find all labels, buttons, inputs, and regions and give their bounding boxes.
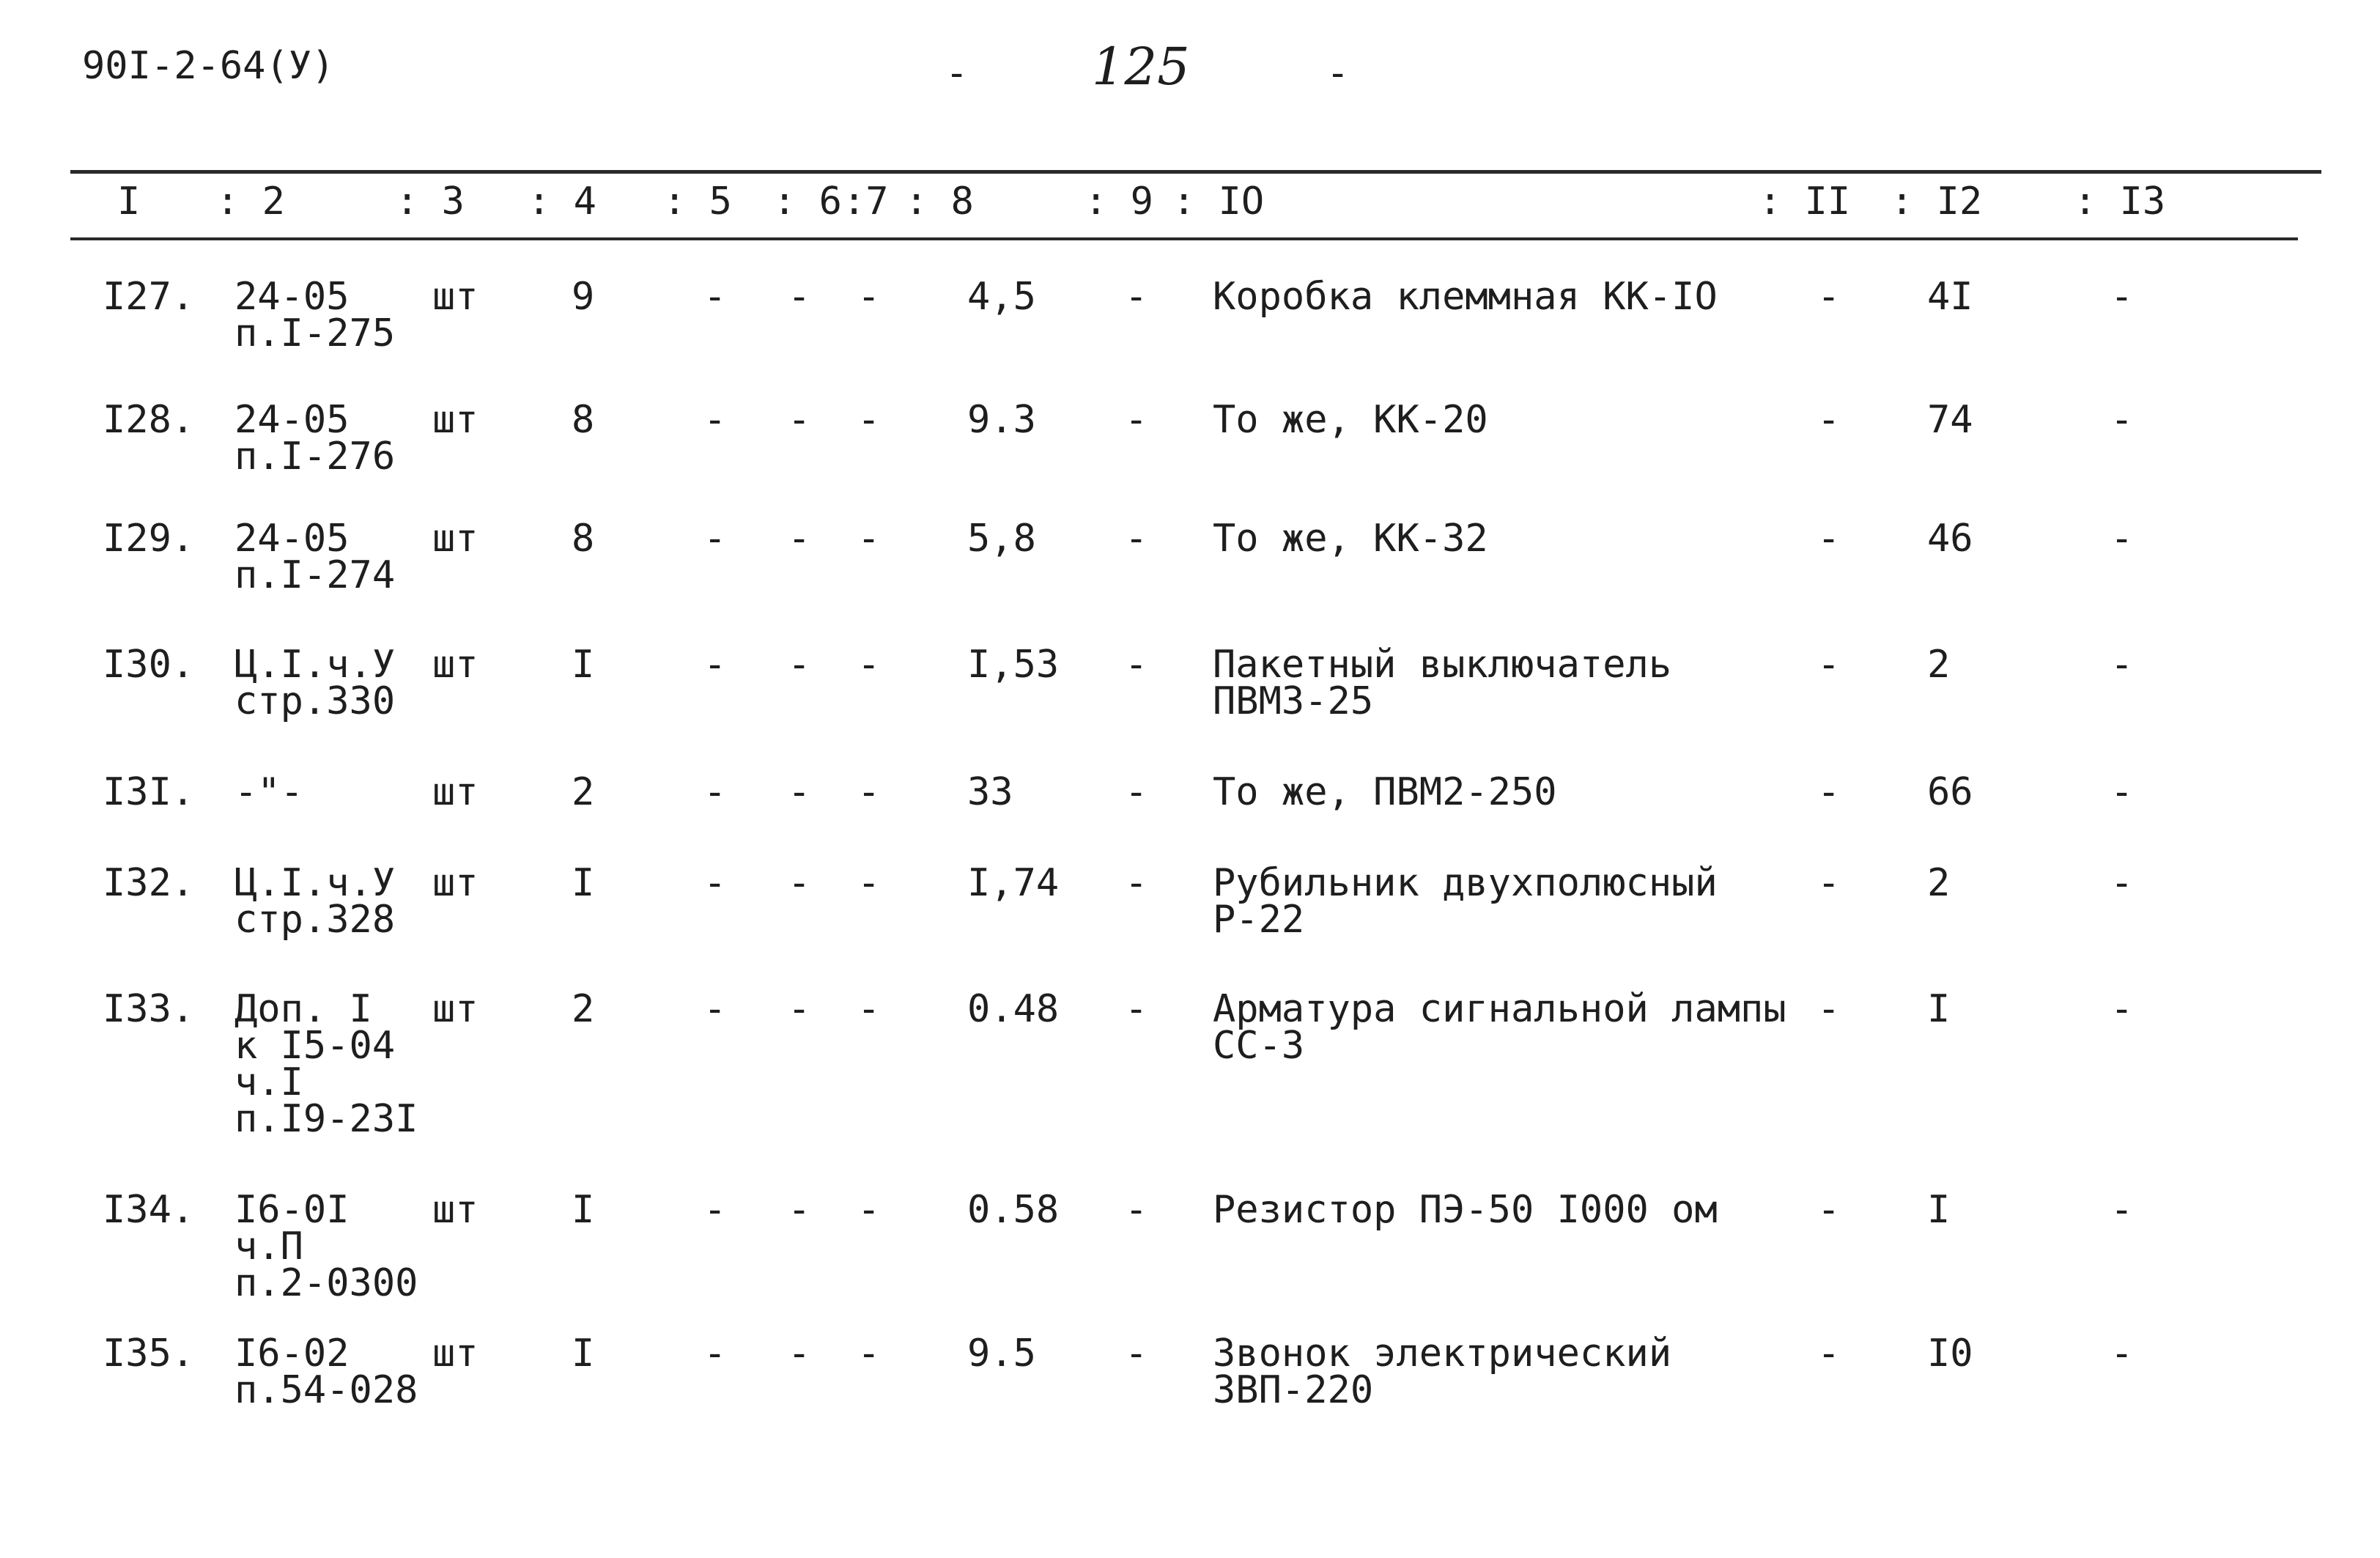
col-9: - [1125, 275, 1148, 319]
col-13: - [2110, 517, 2134, 561]
unit: шт [432, 861, 478, 905]
column-header-9: : 9 [1084, 180, 1153, 224]
col-6: - [788, 517, 811, 561]
col-9: - [1125, 987, 1148, 1031]
col-6: - [788, 398, 811, 442]
reference: I6-02 п.54-028 [234, 1332, 418, 1412]
quantity: I [572, 643, 595, 687]
col-6: - [788, 643, 811, 687]
quantity: 2 [572, 770, 595, 814]
unit: шт [432, 1332, 478, 1376]
unit: шт [432, 398, 478, 442]
col-13: - [2110, 643, 2134, 687]
reference: I6-0I ч.П п.2-0300 [234, 1188, 418, 1305]
col-7: - [857, 398, 881, 442]
column-header-10: : IO [1172, 180, 1265, 224]
col-12: I0 [1927, 1332, 1973, 1376]
col-11: - [1817, 643, 1841, 687]
reference: Ц.I.ч.У стр.330 [234, 643, 396, 723]
col-5: - [703, 1188, 727, 1232]
col-5: - [703, 398, 727, 442]
row-number: I35. [103, 1332, 195, 1376]
col-13: - [2110, 1332, 2134, 1376]
item-name: То же, КК-32 [1213, 517, 1488, 561]
item-name: То же, ПВМ2-250 [1213, 770, 1557, 814]
page-dash-right: - [1326, 51, 1350, 95]
col-6: - [788, 770, 811, 814]
column-header-12: : I2 [1891, 180, 1983, 224]
column-header-11: : II [1759, 180, 1851, 224]
col-11: - [1817, 861, 1841, 905]
column-header-4: : 4 [528, 180, 596, 224]
unit: шт [432, 275, 478, 319]
page-number: 125 [1092, 37, 1190, 97]
col-5: - [703, 861, 727, 905]
column-header-8: : 8 [905, 180, 974, 224]
quantity: 2 [572, 987, 595, 1031]
unit: шт [432, 643, 478, 687]
col-12: I [1927, 1188, 1951, 1232]
item-name: Звонок электрический ЗВП-220 [1213, 1332, 1672, 1412]
col-9: - [1125, 517, 1148, 561]
row-number: I3I. [103, 770, 195, 814]
item-name: Пакетный выключатель ПВМ3-25 [1213, 643, 1672, 723]
col-13: - [2110, 770, 2134, 814]
page-number-block [945, 29, 1356, 117]
item-name: Арматура сигнальной лампы СС-3 [1213, 987, 1786, 1068]
column-header-3: : 3 [396, 180, 465, 224]
col-11: - [1817, 1188, 1841, 1232]
col-11: - [1817, 987, 1841, 1031]
unit: шт [432, 517, 478, 561]
col-8: 4,5 [967, 275, 1036, 319]
reference: 24-05 п.I-275 [234, 275, 396, 355]
item-name: Рубильник двухполюсный Р-22 [1213, 861, 1718, 942]
reference: Ц.I.ч.У стр.328 [234, 861, 396, 942]
col-5: - [703, 517, 727, 561]
col-12: 2 [1927, 643, 1951, 687]
col-13: - [2110, 275, 2134, 319]
unit: шт [432, 770, 478, 814]
col-6: - [788, 1188, 811, 1232]
row-number: I32. [103, 861, 195, 905]
column-header-5: : 5 [663, 180, 732, 224]
col-8: 9.3 [967, 398, 1036, 442]
col-5: - [703, 987, 727, 1031]
col-5: - [703, 275, 727, 319]
col-5: - [703, 1332, 727, 1376]
col-13: - [2110, 861, 2134, 905]
col-8: I,53 [967, 643, 1060, 687]
quantity: 9 [572, 275, 595, 319]
col-5: - [703, 770, 727, 814]
col-6: - [788, 987, 811, 1031]
col-9: - [1125, 1188, 1148, 1232]
table-header-rule [70, 237, 2298, 240]
quantity: I [572, 1188, 595, 1232]
col-7: - [857, 987, 881, 1031]
row-number: I28. [103, 398, 195, 442]
column-header-6: : 6 [773, 180, 842, 224]
quantity: I [572, 1332, 595, 1376]
col-8: 33 [967, 770, 1013, 814]
col-7: - [857, 643, 881, 687]
col-7: - [857, 275, 881, 319]
col-9: - [1125, 398, 1148, 442]
item-name: Резистор ПЭ-50 I000 ом [1213, 1188, 1718, 1232]
col-8: 0.58 [967, 1188, 1060, 1232]
item-name: То же, КК-20 [1213, 398, 1488, 442]
row-number: I33. [103, 987, 195, 1031]
col-11: - [1817, 517, 1841, 561]
col-12: 2 [1927, 861, 1951, 905]
col-9: - [1125, 643, 1148, 687]
col-9: - [1125, 861, 1148, 905]
col-12: 46 [1927, 517, 1973, 561]
column-header-1: I [117, 180, 141, 224]
col-12: 4I [1927, 275, 1973, 319]
quantity: 8 [572, 398, 595, 442]
reference: Доп. I к I5-04 ч.I п.I9-23I [234, 987, 418, 1141]
col-7: - [857, 517, 881, 561]
col-13: - [2110, 1188, 2134, 1232]
item-name: Коробка клеммная КК-IO [1213, 275, 1718, 319]
row-number: I30. [103, 643, 195, 687]
col-7: - [857, 770, 881, 814]
col-6: - [788, 1332, 811, 1376]
unit: шт [432, 987, 478, 1031]
col-11: - [1817, 398, 1841, 442]
quantity: I [572, 861, 595, 905]
col-12: 74 [1927, 398, 1973, 442]
col-8: 9.5 [967, 1332, 1036, 1376]
unit: шт [432, 1188, 478, 1232]
document-code: 90I-2-64(У) [82, 44, 335, 88]
column-header-2: : 2 [216, 180, 285, 224]
col-12: 66 [1927, 770, 1973, 814]
row-number: I27. [103, 275, 195, 319]
column-header-13: : I3 [2074, 180, 2166, 224]
col-13: - [2110, 398, 2134, 442]
reference: 24-05 п.I-274 [234, 517, 396, 597]
table-top-rule [70, 170, 2321, 174]
quantity: 8 [572, 517, 595, 561]
col-12: I [1927, 987, 1951, 1031]
page-dash-left: - [945, 51, 969, 95]
col-11: - [1817, 770, 1841, 814]
reference: 24-05 п.I-276 [234, 398, 396, 479]
column-header-7: :7 [843, 180, 889, 224]
col-7: - [857, 1332, 881, 1376]
col-8: 5,8 [967, 517, 1036, 561]
col-7: - [857, 861, 881, 905]
reference: -"- [234, 770, 303, 814]
col-8: I,74 [967, 861, 1060, 905]
row-number: I34. [103, 1188, 195, 1232]
row-number: I29. [103, 517, 195, 561]
col-9: - [1125, 770, 1148, 814]
col-11: - [1817, 275, 1841, 319]
col-8: 0.48 [967, 987, 1060, 1031]
col-6: - [788, 275, 811, 319]
col-7: - [857, 1188, 881, 1232]
col-6: - [788, 861, 811, 905]
col-11: - [1817, 1332, 1841, 1376]
col-9: - [1125, 1332, 1148, 1376]
col-5: - [703, 643, 727, 687]
col-13: - [2110, 987, 2134, 1031]
